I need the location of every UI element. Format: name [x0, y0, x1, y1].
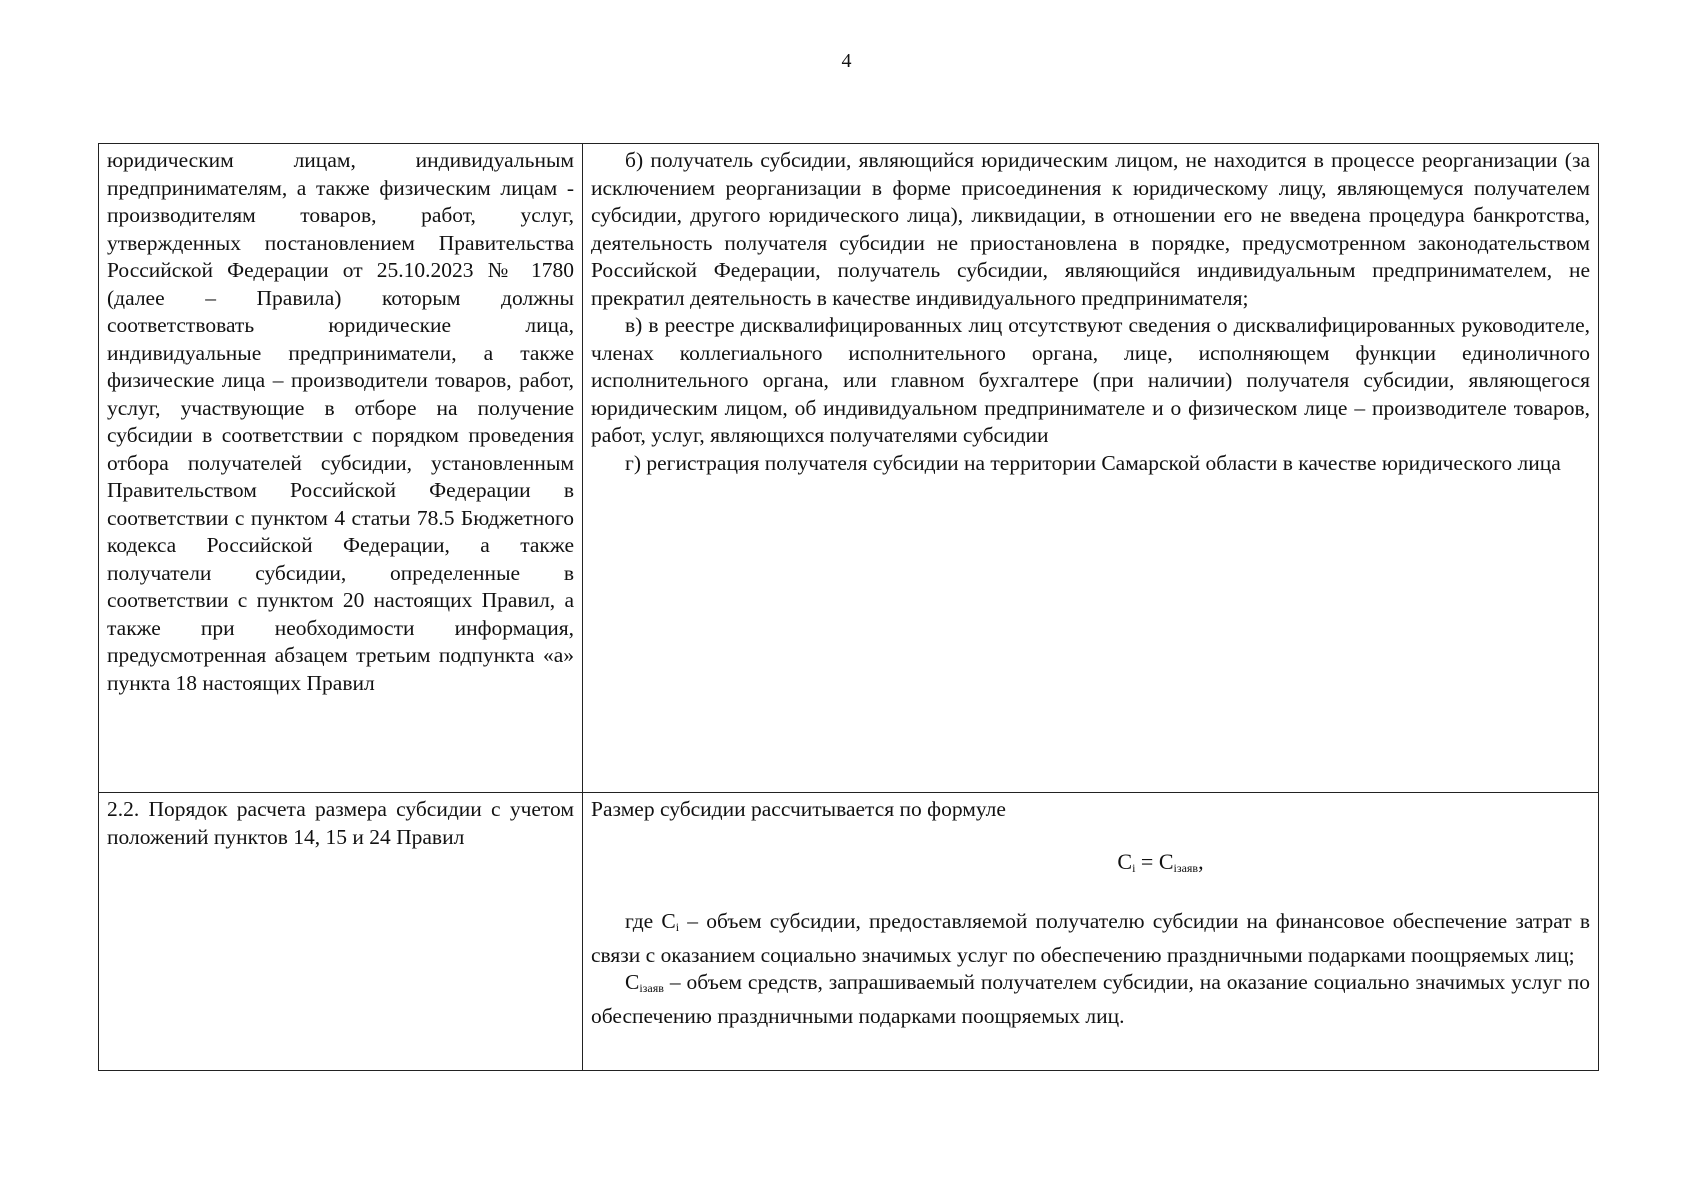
formula-tail: ,	[1198, 848, 1204, 874]
table-cell-left	[99, 144, 583, 793]
definition-cizayav-subscript: iзаяв	[639, 981, 664, 995]
page-number: 4	[841, 50, 852, 72]
formula-lhs: C	[1117, 848, 1133, 874]
formula-rhs-subscript: iзаяв	[1173, 860, 1199, 875]
formula-intro: Размер субсидии рассчитывается по формуле	[591, 797, 1006, 821]
subsidy-formula	[591, 848, 1590, 883]
table-cell-right	[583, 144, 1599, 793]
definition-ci	[591, 908, 1590, 969]
table-row	[99, 144, 1599, 793]
document-table	[98, 143, 1599, 1071]
table-row	[99, 793, 1599, 1071]
formula-rhs: C	[1158, 848, 1174, 874]
section-heading-2-2: 2.2. Порядок расчета размера субсидии с учетом положений пунктов 14, 15 и 24 Правил	[107, 797, 574, 849]
requirement-v: в) в реестре дисквалифицированных лиц отсутствуют сведения о дисквалифицированных руководителе, членах коллегиального исполнительного органа, лице, исполняющем функции единоличного исполнительного органа, или главном бухгалтере (при наличии) получателя субсидии, являющегося юридическим лицом, об индивидуальном предпринимателе и о физическом лице – производителе товаров, работ, услуг, являющихся получателями субсидии	[591, 313, 1590, 447]
definition-cizayav-text: – объем средств, запрашиваемый получателем субсидии, на оказание социально значимых услуг по обеспечению праздничными подарками поощряемых лиц.	[591, 970, 1590, 1028]
definition-cizayav	[591, 969, 1590, 1030]
formula-lhs-subscript: i	[1132, 860, 1136, 875]
requirements-source-text: юридическим лицам, индивидуальным предпринимателям, а также физическим лицам - производителям товаров, работ, услуг, утвержденных постановлением Правительства Российской Федерации от 25.10.2023 № 1780 (далее – Правила) которым должны соответствовать юридические лица, индивидуальные предприниматели, а также физические лица – производители товаров, работ, услуг, участвующие в отборе на получение субсидии в соответствии с порядком проведения отбора получателей субсидии, установленным Правительством Российской Федерации в соответствии с пунктом 4 статьи 78.5 Бюджетного кодекса Российской Федерации, а также получатели субсидии, определенные в соответствии с пунктом 20 настоящих Правил, а также при необходимости информация, предусмотренная абзацем третьим подпункта «а» пункта 18 настоящих Правил	[107, 148, 574, 695]
table-cell-left	[99, 793, 583, 1071]
definition-ci-subscript: i	[675, 920, 680, 934]
requirement-b: б) получатель субсидии, являющийся юридическим лицом, не находится в процессе реорганизации (за исключением реорганизации в форме присоединения к юридическому лицу, являющемуся получателем субсидии, другого юридического лица), ликвидации, в отношении его не введена процедура банкротства, деятельность получателя субсидии не приостановлена в порядке, предусмотренном законодательством Российской Федерации, получатель субсидии, являющийся индивидуальным предпринимателем, не прекратил деятельность в качестве индивидуального предпринимателя;	[591, 148, 1590, 310]
definition-cizayav-symbol: C	[625, 970, 640, 994]
requirement-g: г) регистрация получателя субсидии на территории Самарской области в качестве юридического лица	[625, 450, 1561, 475]
formula-equals: =	[1135, 848, 1159, 874]
definition-ci-symbol: где C	[625, 909, 676, 933]
definition-ci-text: – объем субсидии, предоставляемой получателю субсидии на финансовое обеспечение затрат в связи с оказанием социально значимых услуг по обеспечению праздничными подарками поощряемых лиц;	[591, 909, 1590, 967]
table-cell-right	[583, 793, 1599, 1071]
